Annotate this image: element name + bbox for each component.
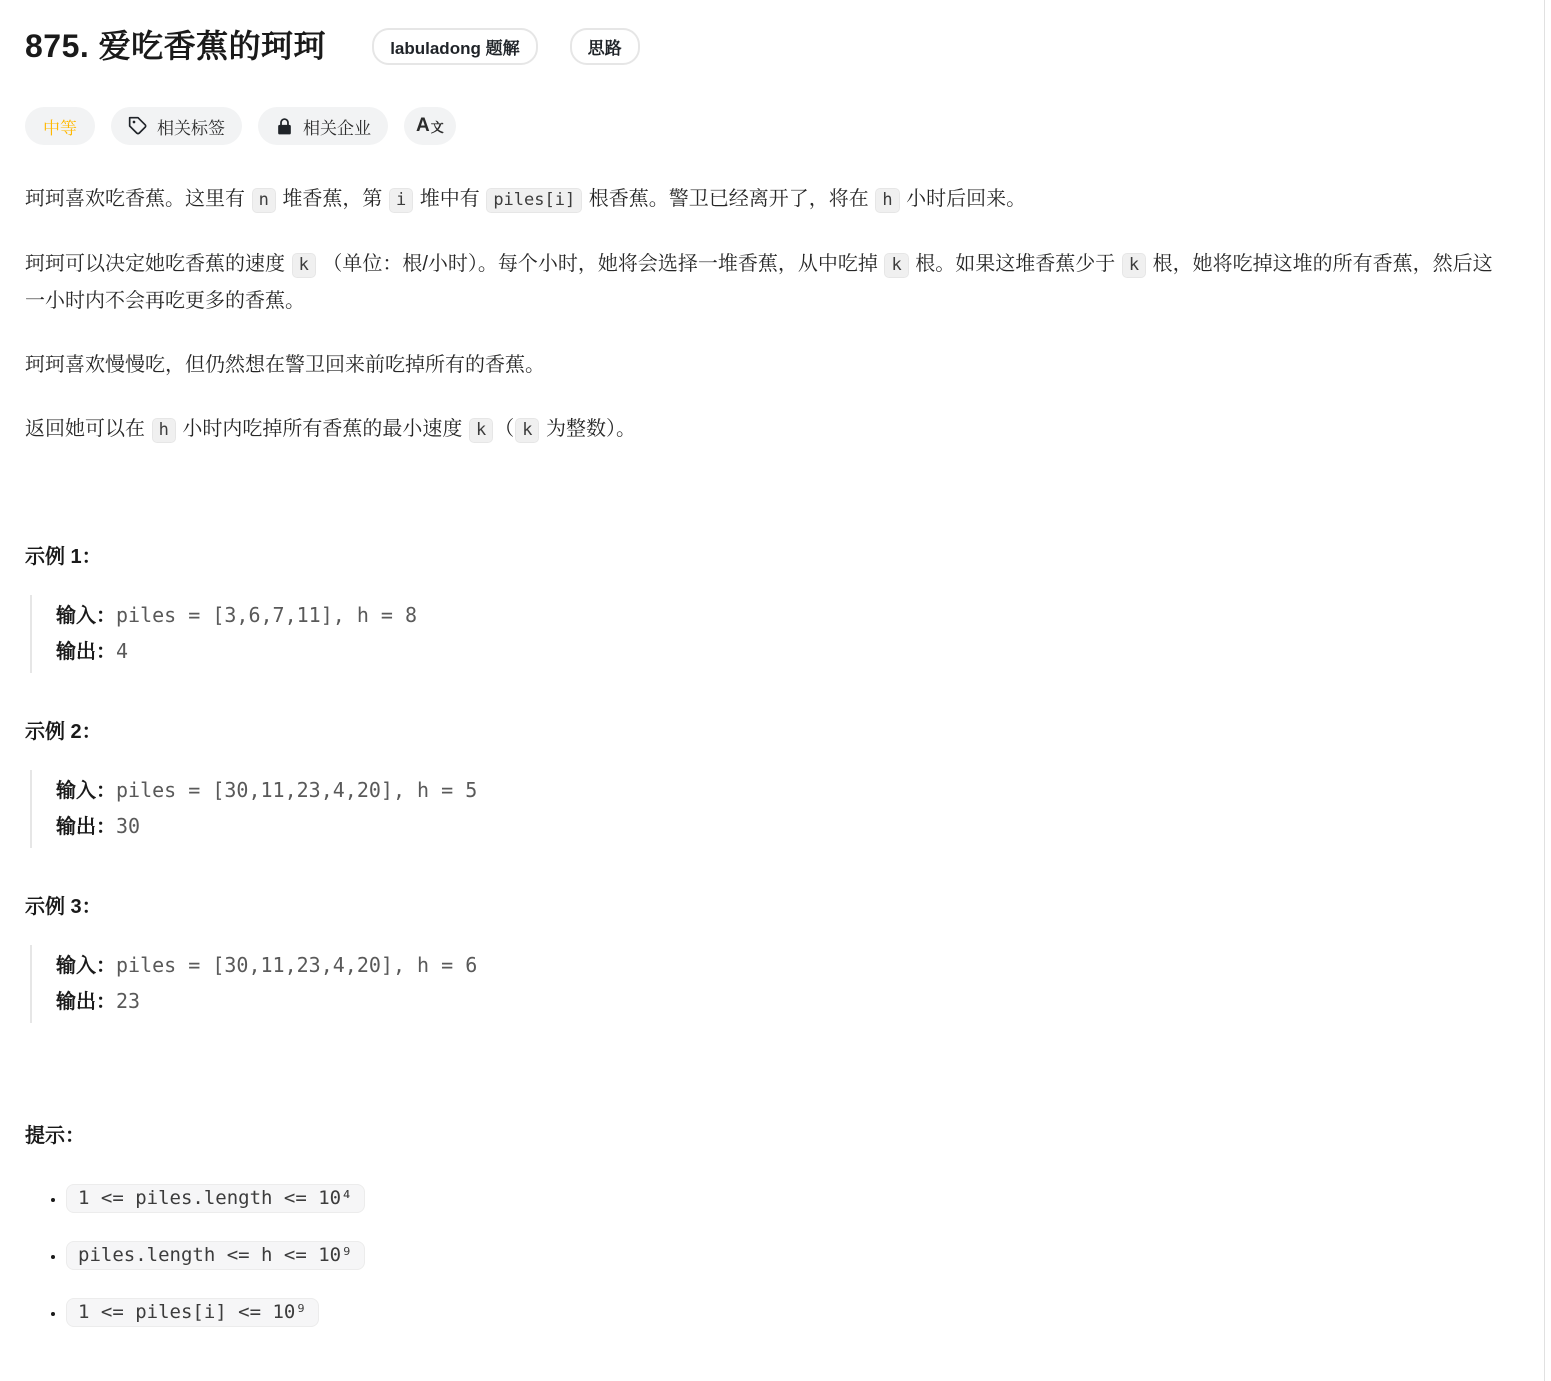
constraint-code-chip: 1 <= piles[i] <= 10⁹ <box>66 1298 319 1327</box>
constraint-item <box>66 1241 1511 1270</box>
labuladong-solution-badge[interactable]: labuladong 题解 <box>372 28 537 65</box>
example-input-line <box>56 948 1511 984</box>
constraints-list <box>25 1184 1511 1327</box>
input-label: 输入： <box>56 605 116 628</box>
input-value: piles = [3,6,7,11], h = 8 <box>116 603 418 628</box>
problem-paragraph: 珂珂喜欢吃香蕉。这里有 n 堆香蕉，第 i 堆中有 piles[i] 根香蕉。警卫已经离开了，将在 h 小时后回来。 <box>25 181 1511 218</box>
problem-paragraph: 返回她可以在 h 小时内吃掉所有香蕉的最小速度 k （ k 为整数）。 <box>25 411 1511 448</box>
inline-code-chip: i <box>389 188 413 213</box>
inline-code-chip: k <box>1122 253 1146 278</box>
lock-icon <box>275 117 294 136</box>
inline-code-chip: h <box>152 418 176 443</box>
input-label: 输入： <box>56 780 116 803</box>
problem-paragraph: 珂珂可以决定她吃香蕉的速度 k （单位：根/小时）。每个小时，她将会选择一堆香蕉，从中吃掉 k 根。如果这堆香蕉少于 k 根，她将吃掉这堆的所有香蕉，然后这一小时内不会再吃更多的香蕉。 <box>25 253 1493 313</box>
input-value: piles = [30,11,23,4,20], h = 6 <box>116 953 478 978</box>
inline-code-chip: k <box>469 418 493 443</box>
difficulty-badge: 中等 <box>25 107 95 145</box>
tag-row <box>25 107 1511 145</box>
output-label: 输出： <box>56 816 116 839</box>
inline-code-chip: h <box>875 188 899 213</box>
inline-code-chip: k <box>292 253 316 278</box>
translate-icon: A 文 <box>416 115 444 137</box>
output-value: 23 <box>116 989 141 1014</box>
example-heading: 示例 2： <box>25 721 102 744</box>
header-row <box>25 27 1511 65</box>
output-value: 4 <box>116 639 129 664</box>
example-output-line <box>56 809 1511 845</box>
tag-icon <box>128 116 148 136</box>
related-companies-label: 相关企业 <box>303 118 371 138</box>
page-title: 875. 爱吃香蕉的珂珂 <box>25 28 327 64</box>
related-tags-button[interactable] <box>111 107 242 145</box>
related-tags-label: 相关标签 <box>157 118 225 138</box>
hints-section <box>25 1119 1511 1327</box>
translate-button[interactable] <box>404 107 456 145</box>
example-block <box>30 770 1511 848</box>
examples-section <box>25 540 1511 1023</box>
output-value: 30 <box>116 814 141 839</box>
inline-code-chip: piles[i] <box>486 188 582 213</box>
example-input-line <box>56 598 1511 634</box>
example-output-line <box>56 984 1511 1020</box>
problem-paragraph: 珂珂喜欢慢慢吃，但仍然想在警卫回来前吃掉所有的香蕉。 <box>25 354 545 377</box>
constraint-code-chip: 1 <= piles.length <= 10⁴ <box>66 1184 365 1213</box>
constraint-item <box>66 1184 1511 1213</box>
approach-badge[interactable]: 思路 <box>570 28 640 65</box>
problem-statement <box>25 181 1511 448</box>
input-value: piles = [30,11,23,4,20], h = 5 <box>116 778 478 803</box>
input-label: 输入： <box>56 955 116 978</box>
output-label: 输出： <box>56 641 116 664</box>
panel-right-border <box>1544 0 1545 1381</box>
example-input-line <box>56 773 1511 809</box>
inline-code-chip: n <box>252 188 276 213</box>
example-heading: 示例 3： <box>25 896 102 919</box>
example-block <box>30 945 1511 1023</box>
constraint-item <box>66 1298 1511 1327</box>
inline-code-chip: k <box>515 418 539 443</box>
example-heading: 示例 1： <box>25 546 102 569</box>
inline-code-chip: k <box>884 253 908 278</box>
output-label: 输出： <box>56 991 116 1014</box>
example-output-line <box>56 634 1511 670</box>
related-companies-button[interactable] <box>258 107 388 145</box>
constraint-code-chip: piles.length <= h <= 10⁹ <box>66 1241 365 1270</box>
hints-heading: 提示： <box>25 1125 85 1148</box>
example-block <box>30 595 1511 673</box>
title-badge-group <box>372 28 639 65</box>
